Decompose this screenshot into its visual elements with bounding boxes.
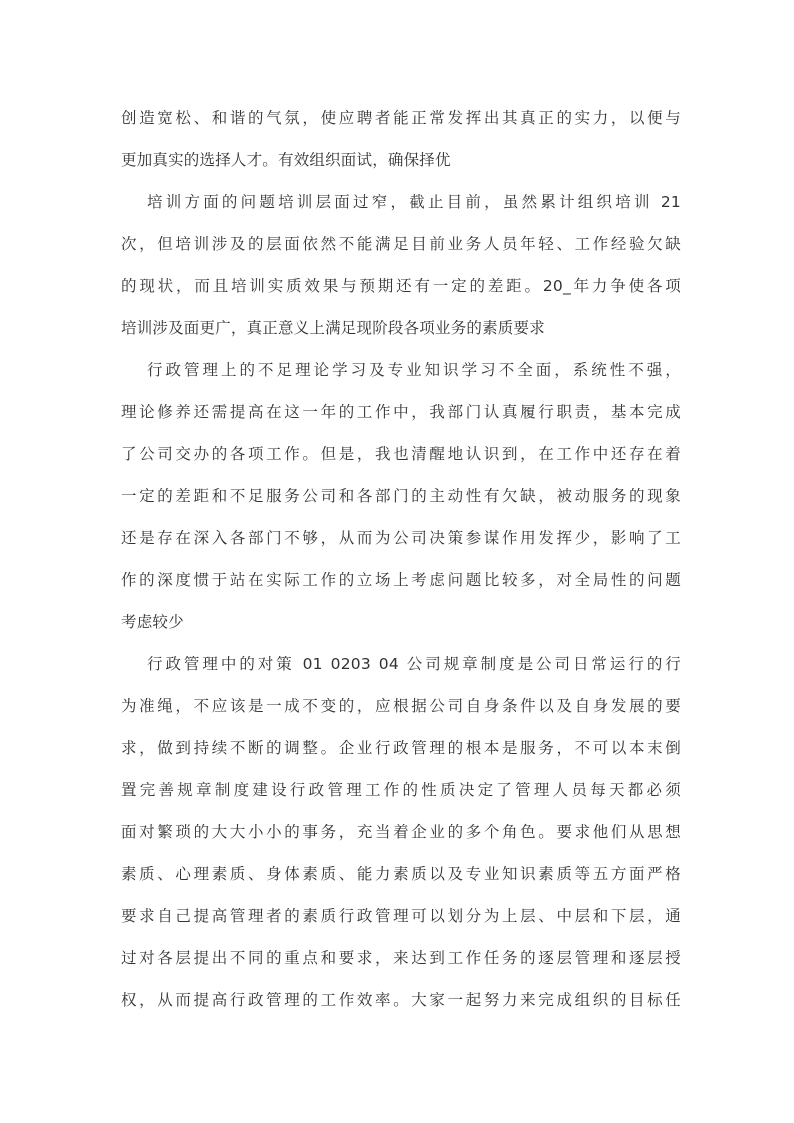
text-line: 权，从而提高行政管理的工作效率。大家一起努力来完成组织的目标任	[121, 991, 681, 1009]
text-line: 创造宽松、和谐的气氛，使应聘者能正常发挥出其真正的实力，以便与	[121, 109, 681, 127]
text-line: 求，做到持续不断的调整。企业行政管理的根本是服务，不可以本末倒	[121, 739, 681, 757]
text-line: 还是存在深入各部门不够，从而为公司决策参谋作用发挥少，影响了工	[121, 529, 681, 547]
text-line: 为准绳，不应该是一成不变的，应根据公司自身条件以及自身发展的要	[121, 697, 681, 715]
text-line: 了公司交办的各项工作。但是，我也清醒地认识到，在工作中还存在着	[121, 445, 681, 463]
paragraph-first-line: 行政管理中的对策 01 0203 04 公司规章制度是公司日常运行的行	[147, 655, 681, 673]
text-line: 更加真实的选择人才。有效组织面试，确保择优	[121, 151, 451, 169]
text-line: 作的深度惯于站在实际工作的立场上考虑问题比较多，对全局性的问题	[121, 571, 681, 589]
paragraph-first-line: 培训方面的问题培训层面过窄，截止目前，虽然累计组织培训 21	[147, 193, 681, 211]
text-line: 要求自己提高管理者的素质行政管理可以划分为上层、中层和下层，通	[121, 907, 681, 925]
text-line: 理论修养还需提高在这一年的工作中，我部门认真履行职责，基本完成	[121, 403, 681, 421]
text-line: 面对繁琐的大大小小的事务，充当着企业的多个角色。要求他们从思想	[121, 823, 681, 841]
text-line: 过对各层提出不同的重点和要求，来达到工作任务的逐层管理和逐层授	[121, 949, 681, 967]
text-line: 置完善规章制度建设行政管理工作的性质决定了管理人员每天都必须	[121, 781, 681, 799]
text-line: 的现状，而且培训实质效果与预期还有一定的差距。20_年力争使各项	[121, 277, 681, 295]
text-line: 素质、心理素质、身体素质、能力素质以及专业知识素质等五方面严格	[121, 865, 681, 883]
text-line: 考虑较少	[121, 613, 184, 631]
text-line: 次，但培训涉及的层面依然不能满足目前业务人员年轻、工作经验欠缺	[121, 235, 681, 253]
text-line: 培训涉及面更广，真正意义上满足现阶段各项业务的素质要求	[121, 319, 545, 337]
paragraph-first-line: 行政管理上的不足理论学习及专业知识学习不全面，系统性不强，	[147, 361, 681, 379]
text-line: 一定的差距和不足服务公司和各部门的主动性有欠缺，被动服务的现象	[121, 487, 681, 505]
